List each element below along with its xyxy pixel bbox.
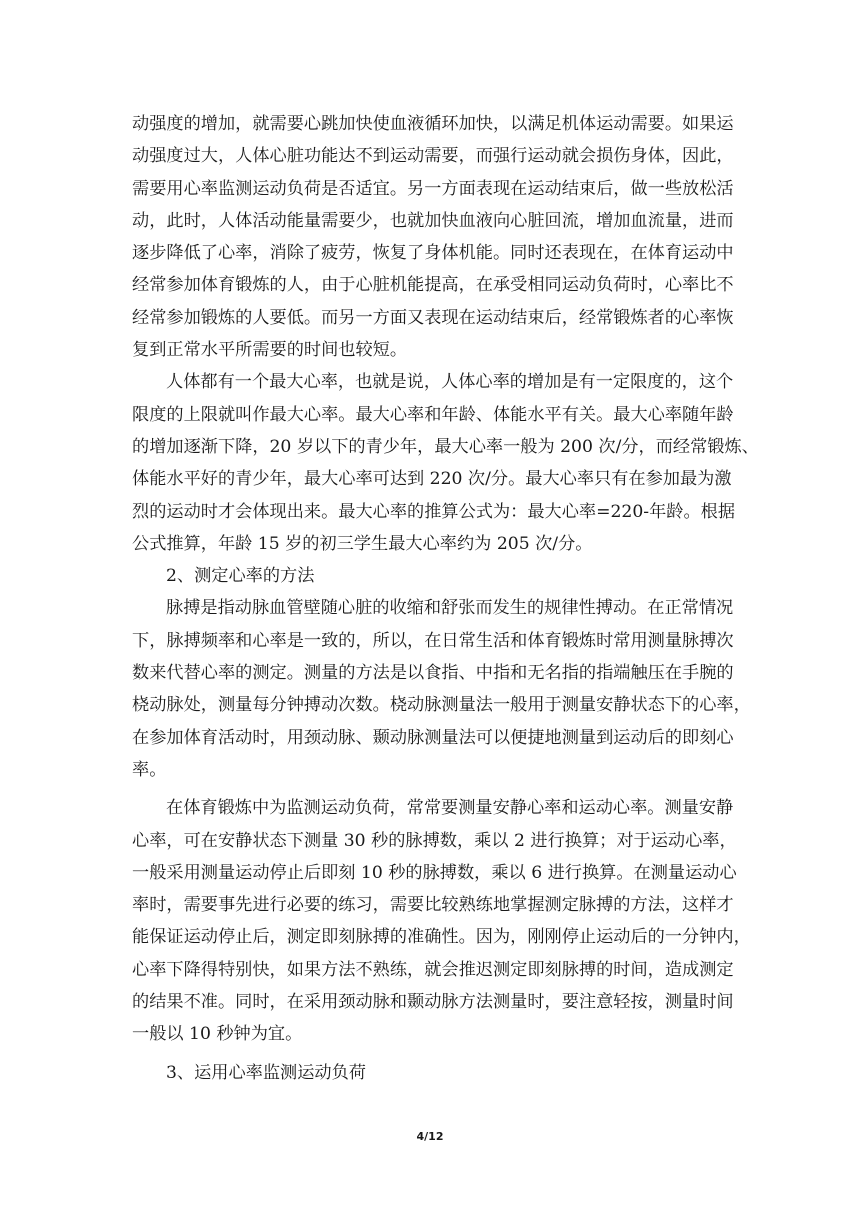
text-line: 桡动脉处，测量每分钟搏动次数。桡动脉测量法一般用于测量安静状态下的心率， — [132, 695, 751, 716]
text-line: 能保证运动停止后，测定即刻脉搏的准确性。因为，刚刚停止运动后的一分钟内， — [132, 927, 751, 948]
text-line: 数来代替心率的测定。测量的方法是以食指、中指和无名指的指端触压在手腕的 — [132, 663, 734, 684]
text-line: 公式推算，年龄 15 岁的初三学生最大心率约为 205 次/分。 — [132, 533, 593, 554]
page-number: 4/12 — [416, 1130, 444, 1143]
text-line: 脉搏是指动脉血管壁随心脏的收缩和舒张而发生的规律性搏动。在正常情况 — [166, 598, 734, 619]
text-line: 体能水平好的青少年，最大心率可达到 220 次/分。最大心率只有在参加最为激 — [132, 469, 732, 490]
text-line: 复到正常水平所需要的时间也较短。 — [132, 340, 408, 361]
paragraph-3 — [132, 592, 751, 786]
text-line: 人体都有一个最大心率，也就是说，人体心率的增加是有一定限度的，这个 — [166, 372, 734, 393]
text-line: 逐步降低了心率，消除了疲劳，恢复了身体机能。同时还表现在，在体育运动中 — [132, 243, 734, 264]
text-line: 下，脉搏频率和心率是一致的，所以，在日常生活和体育锻炼时常用测量脉搏次 — [132, 630, 734, 651]
text-line: 动强度过大，人体心脏功能达不到运动需要，而强行运动就会损伤身体，因此， — [132, 146, 734, 167]
text-line: 率。 — [132, 759, 167, 780]
text-line: 需要用心率监测运动负荷是否适宜。另一方面表现在运动结束后，做一些放松活 — [132, 178, 734, 199]
text-line: 在体育锻炼中为监测运动负荷，常常要测量安静心率和运动心率。测量安静 — [166, 798, 734, 819]
text-line: 的增加逐渐下降，20 岁以下的青少年，最大心率一般为 200 次/分，而经常锻炼、 — [132, 436, 759, 457]
text-line: 烈的运动时才会体现出来。最大心率的推算公式为：最大心率=220-年龄。根据 — [132, 501, 736, 522]
text-line: 在参加体育活动时，用颈动脉、颞动脉测量法可以便捷地测量到运动后的即刻心 — [132, 727, 734, 748]
text-line: 一般以 10 秒钟为宜。 — [132, 1024, 303, 1045]
text-line: 心率，可在安静状态下测量 30 秒的脉搏数，乘以 2 进行换算；对于运动心率， — [132, 830, 737, 851]
paragraph-1 — [132, 108, 734, 366]
text-line: 的结果不准。同时，在采用颈动脉和颞动脉方法测量时，要注意轻按，测量时间 — [132, 992, 734, 1013]
section-heading-2: 2、测定心率的方法 — [166, 566, 315, 587]
text-line: 限度的上限就叫作最大心率。最大心率和年龄、体能水平有关。最大心率随年龄 — [132, 404, 734, 425]
paragraph-4 — [132, 792, 751, 1050]
text-line: 一般采用测量运动停止后即刻 10 秒的脉搏数，乘以 6 进行换算。在测量运动心 — [132, 862, 737, 883]
text-line: 动强度的增加，就需要心跳加快使血液循环加快，以满足机体运动需要。如果运 — [132, 114, 734, 134]
text-line: 率时，需要事先进行必要的练习，需要比较熟练地掌握测定脉搏的方法，这样才 — [132, 895, 734, 916]
text-line: 经常参加锻炼的人要低。而另一方面又表现在运动结束后，经常锻炼者的心率恢 — [132, 307, 734, 328]
paragraph-2 — [132, 366, 759, 560]
section-heading-3: 3、运用心率监测运动负荷 — [166, 1062, 366, 1083]
text-line: 经常参加体育锻炼的人，由于心脏机能提高，在承受相同运动负荷时，心率比不 — [132, 275, 734, 296]
document-body — [132, 108, 759, 1089]
text-line: 动，此时，人体活动能量需要少，也就加快血液向心脏回流，增加血流量，进而 — [132, 210, 734, 231]
text-line: 心率下降得特别快，如果方法不熟练，就会推迟测定即刻脉搏的时间，造成测定 — [132, 959, 734, 980]
